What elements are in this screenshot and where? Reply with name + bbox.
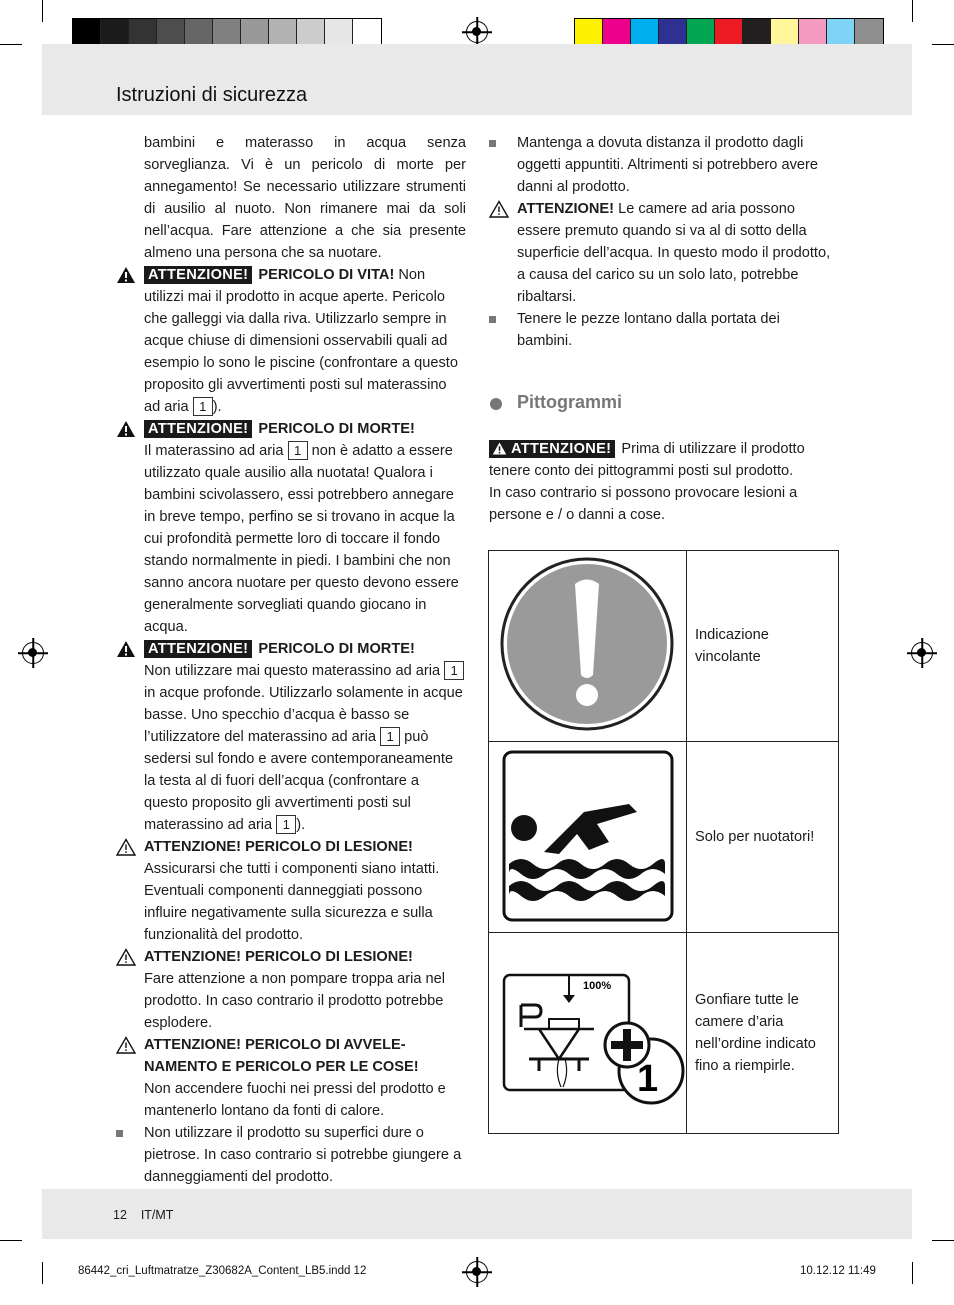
bullet-text: Non utilizzare il prodotto su superfici dure o pietrose. In caso contrario si potrebbe giungere a danneggiamenti del prodotto. bbox=[144, 1125, 462, 1185]
slug-filename: 86442_cri_Luftmatratze_Z30682A_Content_LB5.indd 12 bbox=[78, 1265, 367, 1277]
registration-mark-icon bbox=[466, 21, 488, 43]
color-swatch bbox=[855, 19, 883, 46]
attention-badge: ATTENZIONE! bbox=[144, 640, 252, 658]
swimmer-icon bbox=[489, 742, 685, 928]
color-swatch bbox=[827, 19, 855, 46]
registration-mark-icon bbox=[466, 1261, 488, 1283]
color-swatch bbox=[157, 19, 185, 46]
color-swatch bbox=[129, 19, 157, 46]
warning-block bbox=[144, 946, 466, 1034]
fill-percent-label: 100% bbox=[583, 980, 612, 992]
color-swatch bbox=[353, 19, 381, 46]
crop-mark bbox=[42, 0, 43, 22]
crop-mark bbox=[932, 1240, 954, 1241]
warning-body: Non accendere fuochi nei pressi del prodotto e mantenerlo lontano da fonti di calore. bbox=[144, 1081, 446, 1119]
bullet-item bbox=[144, 1122, 466, 1188]
warning-triangle-icon bbox=[116, 420, 136, 438]
color-swatch bbox=[269, 19, 297, 46]
crop-mark bbox=[912, 0, 913, 22]
part-reference: 1 bbox=[380, 727, 400, 746]
warning-block bbox=[144, 1034, 466, 1122]
warning-body: Non utilizzi mai il prodotto in acque aperte. Pericolo che galleggi via dalla riva. Utilizzarlo sempre in acque chiuse di dimensioni osservabili quali ad esempio lo sono le piscine (confrontare a questo proposito gli avvertimenti posti sul materassino ad aria bbox=[144, 267, 458, 415]
order-number: 1 bbox=[637, 1058, 659, 1100]
crop-mark bbox=[912, 1262, 913, 1284]
caution-triangle-icon bbox=[116, 838, 136, 856]
warning-triangle-icon bbox=[116, 640, 136, 658]
warning-body: Assicurarsi che tutti i componenti siano intatti. Eventuali componenti danneggiati possono influire negativamente sulla sicurezza e sulla funzionalità del prodotto. bbox=[144, 861, 440, 943]
warning-heading: ATTENZIONE! PERICOLO DI AVVELE- bbox=[144, 1037, 406, 1053]
pictogram-intro-text: Prima di utilizzare il prodotto tenere conto dei pittogrammi posti sul prodotto. bbox=[489, 441, 805, 479]
pictogram-label: Gonfiare tutte le camere d’aria nell’ordine indicato fino a riempirle. bbox=[687, 933, 839, 1134]
warning-tail: ). bbox=[212, 399, 222, 415]
warning-block bbox=[144, 836, 466, 946]
page-number bbox=[113, 1208, 173, 1222]
pictogram-cell bbox=[489, 933, 687, 1134]
color-swatch bbox=[297, 19, 325, 46]
color-swatch bbox=[715, 19, 743, 46]
page-number-value: 12 bbox=[113, 1208, 127, 1222]
table-row bbox=[489, 742, 839, 933]
square-bullet-icon bbox=[489, 316, 496, 323]
square-bullet-icon bbox=[116, 1130, 123, 1137]
warning-heading: ATTENZIONE! PERICOLO DI LESIONE! bbox=[144, 839, 413, 855]
section-heading: Pittogrammi bbox=[517, 392, 623, 412]
table-row bbox=[489, 933, 839, 1134]
bullet-text: Mantenga a dovuta distanza il prodotto dagli oggetti appuntiti. Altrimenti si potrebbero avere danni al prodotto. bbox=[517, 135, 818, 195]
language-code: IT/MT bbox=[140, 1208, 174, 1222]
square-bullet-icon bbox=[489, 140, 496, 147]
color-swatch bbox=[659, 19, 687, 46]
part-reference: 1 bbox=[288, 441, 308, 460]
warning-block bbox=[144, 418, 466, 638]
mandatory-exclamation-icon bbox=[489, 551, 685, 737]
crop-mark bbox=[42, 1262, 43, 1284]
color-swatch bbox=[325, 19, 353, 46]
color-swatch bbox=[771, 19, 799, 46]
pictogram-intro-text: In caso contrario si possono provocare lesioni a persone e / o danni a cose. bbox=[489, 485, 798, 523]
warning-heading: NAMENTO E PERICOLO PER LE COSE! bbox=[144, 1059, 419, 1075]
crop-mark bbox=[0, 1240, 22, 1241]
section-bullet-icon bbox=[490, 398, 502, 410]
pictogram-cell bbox=[489, 742, 687, 933]
grayscale-bar bbox=[72, 18, 382, 47]
pictogram-label: Indicazione vincolante bbox=[687, 551, 839, 742]
bullet-item bbox=[517, 308, 839, 352]
slug-timestamp: 10.12.12 11:49 bbox=[800, 1265, 876, 1277]
part-reference: 1 bbox=[276, 815, 296, 834]
warning-block bbox=[144, 638, 466, 836]
part-reference: 1 bbox=[193, 397, 213, 416]
warning-triangle-icon bbox=[116, 266, 136, 284]
color-swatch bbox=[101, 19, 129, 46]
warning-tail: ). bbox=[296, 817, 306, 833]
warning-body: Le camere ad aria possono essere premuto quando si va al di sotto della superficie dell’acqua. In questo modo il prodotto, a causa del carico su un solo lato, potrebbe ribaltarsi. bbox=[517, 201, 831, 305]
warning-heading: PERICOLO DI MORTE! bbox=[258, 421, 415, 437]
part-reference: 1 bbox=[444, 661, 464, 680]
bullet-item bbox=[517, 132, 839, 198]
table-row bbox=[489, 551, 839, 742]
color-swatch bbox=[185, 19, 213, 46]
color-bar bbox=[574, 18, 884, 47]
warning-triangle-icon bbox=[492, 441, 507, 456]
page-title: Istruzioni di sicurezza bbox=[116, 84, 308, 106]
color-swatch bbox=[575, 19, 603, 46]
crop-mark bbox=[932, 44, 954, 45]
pictogram-table bbox=[488, 550, 839, 1134]
bullet-text: Tenere le pezze lontano dalla portata dei bambini. bbox=[517, 311, 780, 349]
crop-mark bbox=[0, 44, 22, 45]
attention-badge-label: ATTENZIONE! bbox=[511, 441, 612, 457]
color-swatch bbox=[603, 19, 631, 46]
warning-body: in acque profonde. Utilizzarlo solamente in acque basse. Uno specchio d’acqua è basso se l’utilizzatore del materassino ad aria bbox=[144, 685, 463, 745]
warning-body: Non utilizzare mai questo materassino ad aria bbox=[144, 663, 441, 679]
registration-mark-icon bbox=[22, 642, 44, 664]
color-swatch bbox=[631, 19, 659, 46]
pictogram-cell bbox=[489, 551, 687, 742]
color-swatch bbox=[213, 19, 241, 46]
color-swatch bbox=[687, 19, 715, 46]
caution-triangle-icon bbox=[116, 948, 136, 966]
warning-block bbox=[517, 198, 839, 308]
registration-mark-icon bbox=[911, 642, 933, 664]
pictogram-intro bbox=[489, 438, 841, 526]
color-swatch bbox=[743, 19, 771, 46]
warning-heading: PERICOLO DI MORTE! bbox=[258, 641, 415, 657]
warning-body: non è adatto a essere utilizzato quale ausilio alla nuotata! Qualora i bambini scivolassero, essi potrebbero annegare in breve tempo, perfino se si trovano in acque la cui profondità permette loro di toccare il fondo stando normalmente in piedi. I bambini che non sanno ancora nuotare per questo devono essere generalmente sorvegliati quando giocano in acqua. bbox=[144, 443, 459, 635]
attention-badge: ATTENZIONE! bbox=[144, 266, 252, 284]
pictogram-label: Solo per nuotatori! bbox=[687, 742, 839, 933]
warning-block bbox=[144, 264, 466, 418]
color-swatch bbox=[73, 19, 101, 46]
intro-paragraph: bambini e materasso in acqua senza sorveglianza. Vi è un pericolo di morte per annegamento! Se necessario utilizzare strumenti di ausilio al nuoto. Non rimanere mai da soli nell’acqua. Fare attenzione a che sia presente almeno una persona che sa nuotare. bbox=[144, 135, 466, 261]
warning-heading: ATTENZIONE! PERICOLO DI LESIONE! bbox=[144, 949, 413, 965]
inflate-chamber-icon bbox=[489, 933, 685, 1129]
attention-badge bbox=[489, 440, 615, 458]
warning-body: Fare attenzione a non pompare troppa aria nel prodotto. In caso contrario il prodotto potrebbe esplodere. bbox=[144, 971, 445, 1031]
attention-badge: ATTENZIONE! bbox=[144, 420, 252, 438]
color-swatch bbox=[241, 19, 269, 46]
warning-body: Il materassino ad aria bbox=[144, 443, 284, 459]
warning-heading: ATTENZIONE! bbox=[517, 201, 615, 217]
color-swatch bbox=[799, 19, 827, 46]
caution-triangle-icon bbox=[489, 200, 509, 218]
warning-heading: PERICOLO DI VITA! bbox=[258, 267, 395, 283]
caution-triangle-icon bbox=[116, 1036, 136, 1054]
left-column bbox=[144, 132, 466, 1188]
warning-body: può sedersi sul fondo e avere contemporaneamente la testa al di fuori dell’acqua (confrontare a questo proposito gli avvertimenti posti sul materassino ad aria bbox=[144, 729, 454, 833]
right-column bbox=[517, 132, 839, 352]
